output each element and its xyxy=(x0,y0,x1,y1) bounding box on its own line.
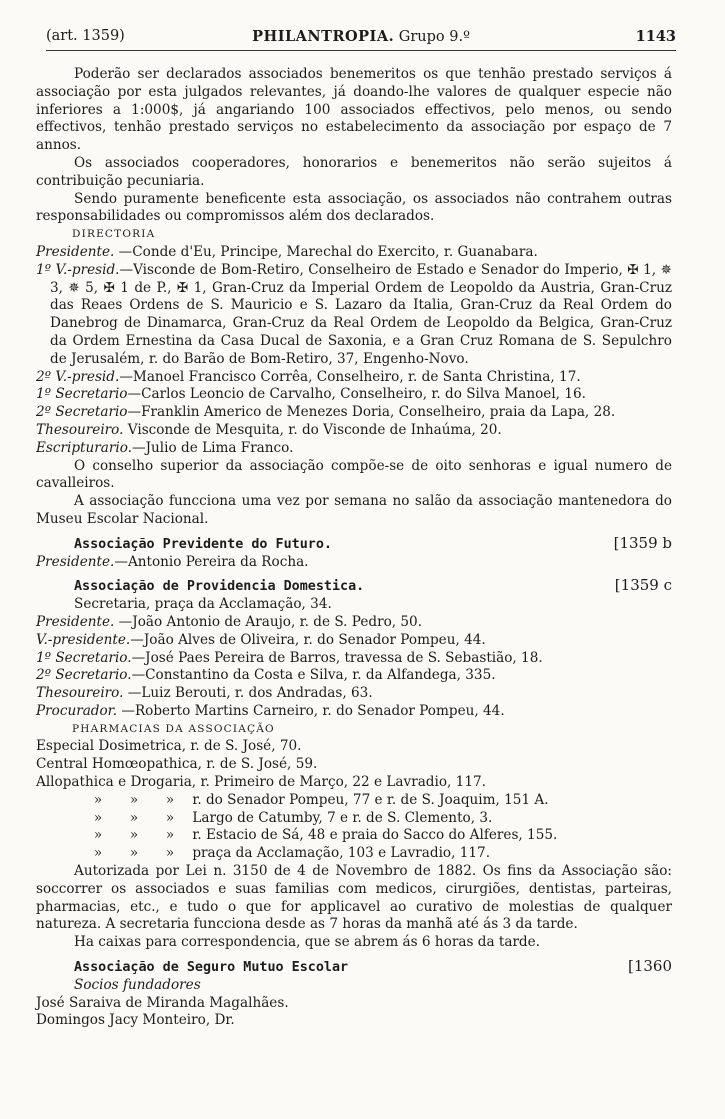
directoria-line: Presidente. —Conde d'Eu, Principe, Marechal do Exercito, r. Guanabara. xyxy=(36,243,538,260)
paragraph-conselho: O conselho superior da associação compõe-se de oito senhoras e igual numero de cavalleiros. xyxy=(36,457,672,492)
officer-role: Thesoureiro. xyxy=(36,685,124,702)
socio-line: José Saraiva de Miranda Magalhães. xyxy=(36,994,289,1011)
entry-title: Associação de Seguro Mutuo Escolar xyxy=(74,960,349,976)
officer-line: 2º Secretario.—Constantino da Costa e Silva, r. da Alfandega, 335. xyxy=(36,667,496,684)
directoria-role: 2º V.-presid. xyxy=(36,368,120,385)
previdente-president: Presidente.—Antonio Pereira da Rocha. xyxy=(36,553,309,570)
directoria-role: 1º V.-presid. xyxy=(36,261,120,278)
directoria-role: Presidente. xyxy=(36,243,115,260)
directoria-line: Escripturario.—Julio de Lima Franco. xyxy=(36,439,294,456)
socios-heading: Socios fundadores xyxy=(74,976,201,993)
group-label: Grupo 9.º xyxy=(398,29,470,45)
paragraph-contribuicao: Os associados cooperadores, honorarios e benemeritos não serão sujeitos á contribuição pecuniaria. xyxy=(36,154,672,189)
article-range: (art. 1359) xyxy=(46,28,125,44)
directoria-role: 1º Secretario xyxy=(36,386,128,403)
officer-line: V.-presidente.—João Alves de Oliveira, r. do Senador Pompeu, 44. xyxy=(36,631,486,648)
socio-line: Domingos Jacy Monteiro, Dr. xyxy=(36,1012,235,1029)
directoria-line: 2º Secretario—Franklin Americo de Menezes Doria, Conselheiro, praia da Lapa, 28. xyxy=(36,404,616,421)
officer-role: V.-presidente. xyxy=(36,631,131,648)
pharmacia-line: Allopathica e Drogaria, r. Primeiro de Março, 22 e Lavradio, 117. xyxy=(36,774,486,791)
paragraph-responsabilidades: Sendo puramente beneficente esta associação, os associados não contrahem outras responsabilidades ou compromissos além dos declarados. xyxy=(36,190,672,225)
entry-title: Associação Previdente do Futuro. xyxy=(74,536,332,552)
officer-role: 2º Secretario. xyxy=(36,667,132,684)
pharmacia-line: Central Homœopathica, r. de S. José, 59. xyxy=(36,756,318,773)
directoria-line: 1º V.-presid.—Visconde de Bom-Retiro, Conselheiro de Estado e Senador do Imperio, ✠ 1, ✵ 3, ✵ 5, ✠ 1 de P., ✠ 1, Gran-Cruz da Imperial Ordem de Leopoldo da Austria, Gran-Cruz das Reaes Ordens de S. Mauricio e S. Lazaro da Italia, Gran-Cruz da Real Ordem do Danebrog de Dinamarca, Gran-Cruz da Real Ordem de Leopoldo da Belgica, Gran-Cruz da Ordem Ernestina da Casa Ducal de Saxonia, e a Gran Cruz Romana de S. Sepulchro de Jerusalém, r. do Barão de Bom-Retiro, 37, Engenho-Novo. xyxy=(36,261,672,367)
page-number: 1143 xyxy=(635,28,676,45)
directoria-heading: DIRECTORIA xyxy=(72,228,156,241)
pharmacia-ditto-line: » » » Largo de Catumby, 7 e r. de S. Clemento, 3. xyxy=(93,809,493,826)
officer-line: Thesoureiro. —Luiz Berouti, r. dos Andradas, 63. xyxy=(36,685,373,702)
entry-heading-previdente xyxy=(36,535,672,554)
paragraph-funcciona: A associação funcciona uma vez por semana no salão da associação mantenedora do Museu Escolar Nacional. xyxy=(36,493,672,527)
directoria-line: 1º Secretario—Carlos Leoncio de Carvalho, Conselheiro, r. do Silva Manoel, 16. xyxy=(36,386,586,403)
officer-line: Presidente. —João Antonio de Araujo, r. de S. Pedro, 50. xyxy=(36,613,423,630)
directoria-role: Escripturario. xyxy=(36,439,132,456)
section-title: PHILANTROPIA. xyxy=(252,28,395,45)
officer-role: 1º Secretario. xyxy=(36,649,132,666)
header-title-group xyxy=(252,28,470,45)
entry-title: Associação de Providencia Domestica. xyxy=(74,579,365,595)
page-body xyxy=(36,66,672,1030)
paragraph-autorizada: Autorizada por Lei n. 3150 de 4 de Novembro de 1882. Os fins da Associação são: soccorrer os associados e suas familias com medicos, cirurgiões, dentistas, parteiras, pharmacias, etc., e tudo o que for applicavel ao curativo de molestias de qualquer natureza. A secretaria funcciona desde as 7 horas da manhã até ás 3 da tarde. xyxy=(36,863,672,933)
entry-heading-providencia xyxy=(36,577,672,596)
entry-number: [1359 b xyxy=(613,533,672,552)
paragraph-benemeritos: Poderão ser declarados associados benemeritos os que tenhão prestado serviços á associação por esta julgados relevantes, já doando-lhe valores de qualquer especie não inferiores a 1:000$, já angariando 100 associados effectivos, pelo menos, ou sendo effectivos, tenhão prestado serviços no estabelecimento da associação por espaço de 7 annos. xyxy=(36,66,672,154)
providencia-secretaria: Secretaria, praça da Acclamação, 34. xyxy=(74,596,332,613)
directoria-role: Thesoureiro. xyxy=(36,421,124,438)
pharmacia-line: Especial Dosimetrica, r. de S. José, 70. xyxy=(36,738,302,755)
officer-role: Presidente. xyxy=(36,553,115,570)
entry-number: [1359 c xyxy=(614,576,672,595)
running-header xyxy=(46,28,676,50)
directoria-role: 2º Secretario xyxy=(36,404,128,421)
directoria-line: Thesoureiro. Visconde de Mesquita, r. do Visconde de Inhaúma, 20. xyxy=(36,421,502,438)
pharmacia-ditto-line: » » » praça da Acclamação, 103 e Lavradio, 117. xyxy=(93,845,491,862)
entry-heading-seguro xyxy=(36,958,672,977)
officer-line: 1º Secretario.—José Paes Pereira de Barros, travessa de S. Sebastião, 18. xyxy=(36,649,543,666)
paragraph-caixas: Ha caixas para correspondencia, que se abrem ás 6 horas da tarde. xyxy=(74,934,541,951)
directoria-line: 2º V.-presid.—Manoel Francisco Corrêa, Conselheiro, r. de Santa Christina, 17. xyxy=(36,368,581,385)
entry-number: [1360 xyxy=(627,957,672,976)
officer-role: Presidente. xyxy=(36,613,115,630)
officer-line: Procurador. —Roberto Martins Carneiro, r. do Senador Pompeu, 44. xyxy=(36,702,505,719)
pharmacia-ditto-line: » » » r. Estacio de Sá, 48 e praia do Sacco do Alferes, 155. xyxy=(93,827,558,844)
officer-role: Procurador. xyxy=(36,702,118,719)
pharmacia-ditto-line: » » » r. do Senador Pompeu, 77 e r. de S. Joaquim, 151 A. xyxy=(93,791,549,808)
pharmacias-heading: PHARMACIAS DA ASSOCIAÇÃO xyxy=(72,722,275,735)
header-rule xyxy=(46,50,676,51)
